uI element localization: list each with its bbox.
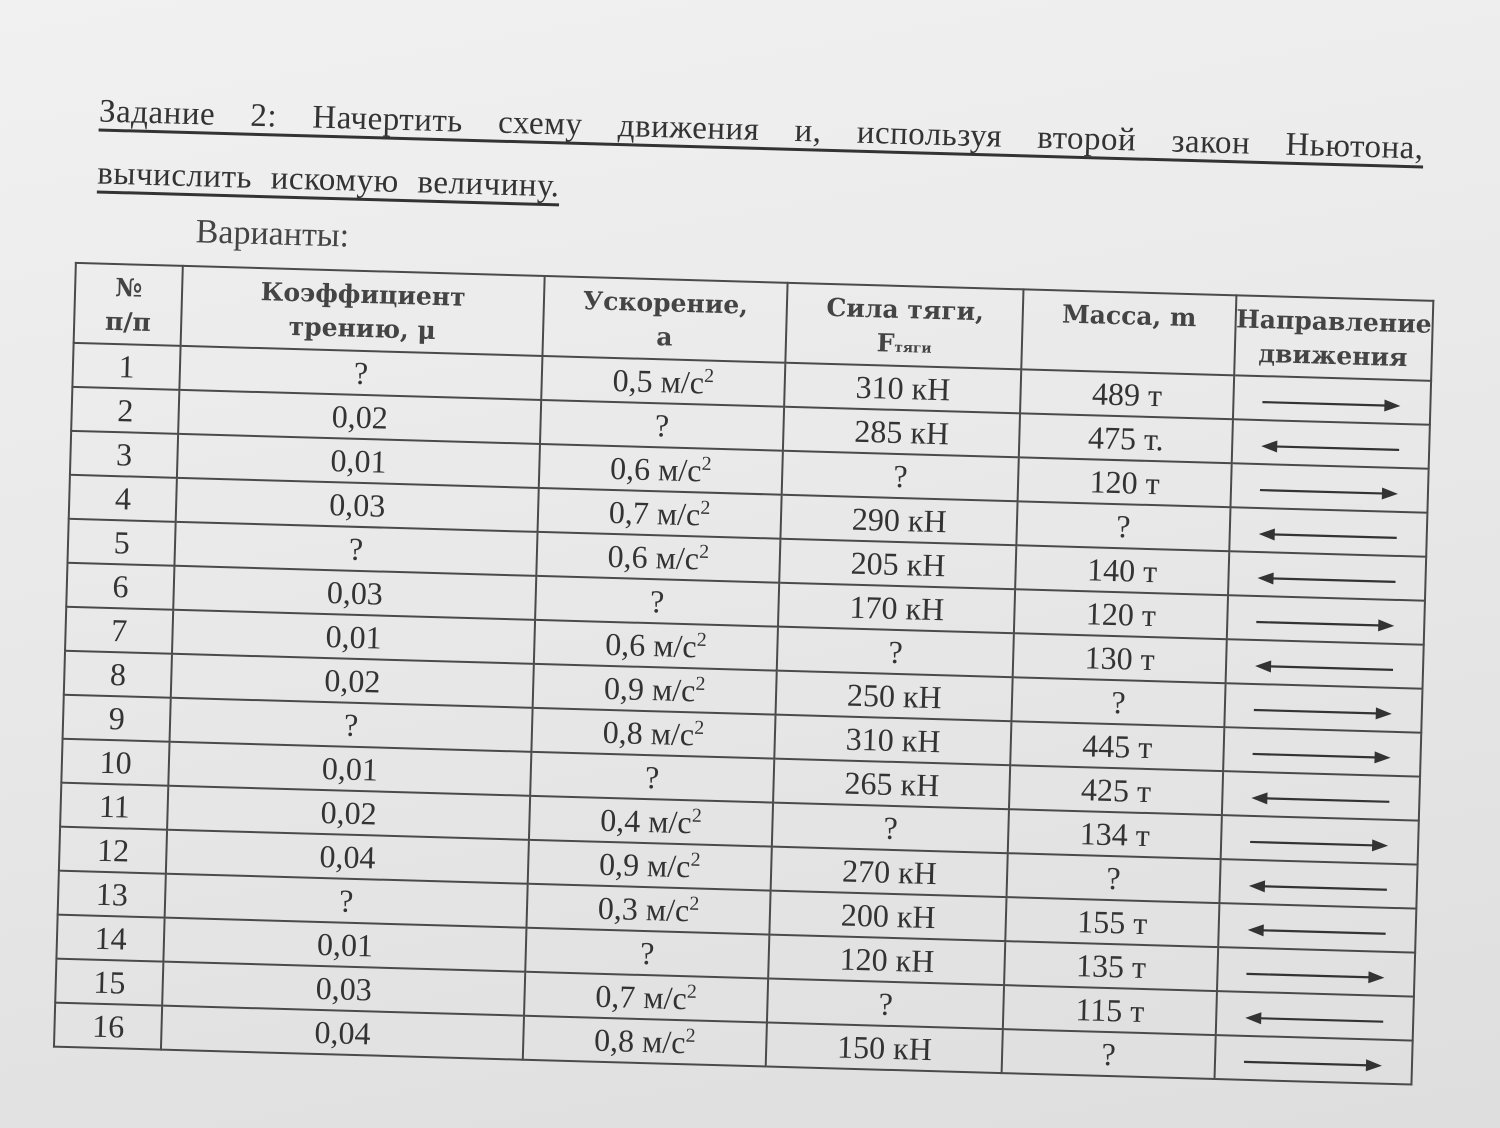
- cell-mass: [1007, 853, 1220, 903]
- arrow-left-icon: [1259, 437, 1401, 459]
- cell-friction-value: 0,04: [314, 1013, 372, 1052]
- cell-mass-value: 155 т: [1076, 903, 1148, 942]
- cell-direction: [1230, 463, 1429, 512]
- cell-acceleration: [539, 444, 783, 495]
- cell-thrust: [777, 627, 1014, 678]
- cell-acceleration: [541, 356, 785, 407]
- cell-mass: [1014, 589, 1227, 639]
- cell-thrust: [778, 583, 1015, 634]
- cell-direction: [1225, 639, 1424, 688]
- cell-number: [69, 475, 178, 522]
- cell-acceleration-value: ?: [644, 759, 660, 796]
- cell-mass-value: 134 т: [1079, 815, 1151, 854]
- arrow-left-icon: [1243, 1008, 1385, 1030]
- cell-acceleration: [524, 972, 768, 1023]
- cell-mass-value: 130 т: [1084, 639, 1156, 678]
- arrow-left-icon: [1256, 569, 1398, 591]
- header-thrust-line2: [786, 324, 1021, 369]
- cell-acceleration: [525, 928, 769, 979]
- cell-friction-value: 0,01: [330, 442, 388, 480]
- cell-friction-value: 0,01: [325, 618, 383, 656]
- cell-friction-value: ?: [343, 706, 359, 743]
- header-friction: [181, 266, 545, 356]
- header-acceleration-line2: а: [656, 322, 674, 352]
- header-thrust-line1: Сила тяги,: [826, 292, 985, 327]
- cell-thrust-value: 150 кН: [836, 1028, 933, 1068]
- cell-number: [71, 387, 180, 434]
- cell-acceleration-value: ?: [639, 934, 655, 972]
- cell-acceleration-value: ?: [654, 407, 670, 444]
- cell-thrust: [771, 847, 1008, 898]
- header-friction-line1: Коэффициент: [260, 277, 467, 312]
- cell-thrust: [784, 363, 1021, 414]
- cell-thrust: [781, 495, 1018, 546]
- cell-number: [60, 783, 169, 830]
- cell-acceleration: [526, 884, 770, 935]
- cell-friction-value: 0,03: [326, 574, 384, 612]
- cell-mass-value: 445 т: [1081, 727, 1153, 766]
- acceleration-exponent: 2: [686, 980, 698, 1003]
- cell-mass: [1013, 633, 1226, 683]
- cell-direction: [1228, 551, 1427, 600]
- arrow-left-icon: [1246, 921, 1388, 943]
- cell-friction-value: 0,02: [331, 398, 389, 436]
- cell-thrust: [783, 407, 1020, 458]
- cell-thrust: [768, 935, 1005, 986]
- arrow-left-icon: [1249, 789, 1391, 811]
- cell-number-value: 13: [95, 875, 129, 913]
- cell-acceleration: [528, 840, 772, 891]
- header-mass: [1022, 289, 1236, 375]
- header-direction-line1: Направление: [1235, 304, 1433, 339]
- cell-number: [65, 607, 174, 654]
- acceleration-exponent: 2: [703, 364, 715, 388]
- arrow-right-icon: [1260, 393, 1402, 415]
- arrow-left-icon: [1257, 525, 1399, 547]
- cell-mass-value: ?: [1105, 859, 1122, 897]
- cell-number-value: 9: [108, 700, 126, 737]
- cell-number-value: 1: [118, 348, 136, 385]
- cell-thrust-value: 270 кН: [841, 852, 938, 892]
- cell-number-value: 6: [112, 568, 130, 605]
- cell-friction-value: 0,01: [321, 749, 379, 788]
- cell-mass-value: 425 т: [1080, 771, 1152, 810]
- cell-mass-value: ?: [1115, 508, 1131, 545]
- cell-thrust-value: 310 кН: [845, 720, 941, 760]
- cell-acceleration: [535, 576, 779, 627]
- table-body: [54, 343, 1431, 1085]
- cell-direction: [1226, 595, 1425, 644]
- header-direction-line2: движения: [1258, 338, 1408, 373]
- cell-thrust: [767, 979, 1004, 1030]
- cell-number: [67, 519, 176, 566]
- cell-thrust-value: ?: [883, 809, 899, 847]
- cell-acceleration-value: 0,9 м/с: [598, 845, 691, 885]
- acceleration-exponent: 2: [700, 496, 711, 520]
- cell-number-value: 12: [96, 831, 130, 869]
- cell-thrust-value: 205 кН: [850, 544, 946, 584]
- header-thrust: [785, 283, 1024, 370]
- acceleration-exponent: 2: [689, 892, 700, 915]
- cell-thrust-value: ?: [888, 633, 904, 671]
- variants-label: Варианты:: [195, 213, 350, 255]
- cell-number-value: 3: [115, 436, 133, 473]
- cell-acceleration-value: 0,4 м/с: [599, 801, 693, 841]
- cell-mass-value: ?: [1101, 1035, 1117, 1073]
- cell-number: [61, 739, 170, 786]
- cell-friction: [161, 1006, 524, 1060]
- cell-direction: [1221, 771, 1420, 820]
- cell-acceleration-value: 0,5 м/с: [612, 361, 705, 401]
- cell-direction: [1218, 903, 1417, 952]
- cell-mass-value: 115 т: [1074, 991, 1145, 1030]
- cell-acceleration-value: 0,3 м/с: [597, 889, 690, 929]
- acceleration-exponent: 2: [701, 452, 712, 476]
- cell-mass-value: 120 т: [1085, 595, 1157, 634]
- cell-mass-value: 140 т: [1086, 551, 1158, 590]
- cell-thrust-value: ?: [878, 985, 894, 1023]
- cell-number: [72, 343, 181, 390]
- header-thrust-symbol: F: [876, 328, 895, 358]
- cell-thrust-value: 265 кН: [844, 764, 940, 804]
- cell-thrust-value: 290 кН: [851, 500, 948, 540]
- arrow-right-icon: [1252, 701, 1394, 723]
- cell-number-value: 15: [92, 963, 126, 1001]
- cell-friction-value: 0,04: [319, 837, 376, 876]
- cell-direction: [1215, 991, 1414, 1040]
- cell-number: [56, 915, 165, 962]
- cell-mass: [1019, 413, 1232, 463]
- cell-mass-value: 120 т: [1089, 463, 1161, 502]
- cell-acceleration-value: 0,6 м/с: [604, 625, 698, 665]
- header-mass-label: Масса, m: [1061, 299, 1197, 333]
- cell-mass: [1005, 941, 1218, 991]
- cell-friction-value: 0,03: [315, 969, 373, 1008]
- acceleration-exponent: 2: [698, 540, 710, 564]
- cell-thrust: [774, 715, 1011, 766]
- header-friction-line2: трению, μ: [288, 311, 437, 345]
- cell-friction-value: 0,03: [328, 486, 386, 524]
- cell-acceleration: [536, 532, 780, 583]
- cell-thrust-value: 310 кН: [855, 368, 951, 408]
- cell-mass: [1003, 985, 1216, 1035]
- cell-friction-value: ?: [348, 530, 364, 568]
- variants-table: [53, 262, 1434, 1086]
- header-direction: [1234, 295, 1434, 380]
- cell-thrust-value: 250 кН: [846, 676, 943, 716]
- cell-direction: [1224, 683, 1423, 732]
- cell-number: [64, 651, 173, 698]
- cell-direction: [1220, 815, 1419, 864]
- cell-direction: [1232, 375, 1431, 424]
- cell-mass: [1017, 501, 1230, 551]
- arrow-right-icon: [1251, 745, 1393, 767]
- cell-friction-value: ?: [353, 354, 369, 392]
- header-number-line1: №: [114, 273, 143, 303]
- cell-mass-value: 489 т: [1091, 375, 1163, 414]
- cell-number-value: 16: [91, 1007, 125, 1045]
- header-number: [74, 263, 184, 346]
- cell-number-value: 7: [110, 612, 128, 649]
- acceleration-exponent: 2: [695, 672, 706, 695]
- cell-acceleration-value: 0,8 м/с: [593, 1021, 687, 1061]
- cell-number-value: 10: [99, 743, 133, 781]
- document-content: [0, 78, 1469, 1086]
- cell-mass: [1011, 721, 1224, 771]
- cell-thrust: [766, 1023, 1003, 1074]
- cell-number: [55, 959, 164, 1006]
- cell-thrust-value: 120 кН: [839, 940, 935, 980]
- cell-acceleration: [529, 796, 773, 847]
- cell-acceleration: [534, 620, 778, 671]
- cell-mass-value: 135 т: [1075, 947, 1147, 986]
- header-acceleration-line1: Ускорение,: [582, 286, 749, 320]
- cell-direction: [1214, 1035, 1413, 1084]
- acceleration-exponent: 2: [691, 804, 703, 827]
- cell-mass-value: ?: [1110, 684, 1127, 721]
- cell-acceleration-value: 0,6 м/с: [609, 449, 703, 489]
- cell-acceleration: [523, 1016, 767, 1067]
- task-statement: Задание 2: Начертить схему движения и, используя второй закон Ньютона, вычислить искомую величину.: [96, 93, 1425, 205]
- cell-direction: [1229, 507, 1428, 556]
- cell-number: [54, 1003, 163, 1050]
- cell-friction-value: 0,02: [323, 662, 381, 700]
- arrow-right-icon: [1248, 833, 1390, 855]
- header-number-line2: п/п: [104, 306, 152, 338]
- arrow-right-icon: [1258, 481, 1400, 503]
- cell-thrust: [772, 803, 1009, 854]
- cell-number-value: 11: [98, 787, 131, 825]
- cell-thrust: [773, 759, 1010, 810]
- cell-direction: [1219, 859, 1418, 908]
- arrow-right-icon: [1244, 964, 1386, 986]
- cell-mass: [1016, 545, 1229, 595]
- cell-friction-value: 0,02: [320, 793, 378, 832]
- cell-thrust-value: 200 кН: [840, 896, 937, 936]
- cell-acceleration-value: 0,7 м/с: [594, 977, 688, 1017]
- cell-number-value: 2: [116, 392, 134, 429]
- header-thrust-subscript: тяги: [894, 339, 932, 357]
- cell-mass: [1020, 369, 1233, 419]
- acceleration-exponent: 2: [696, 628, 707, 652]
- cell-friction-value: ?: [338, 882, 354, 919]
- cell-thrust-value: ?: [892, 457, 909, 495]
- cell-thrust: [769, 891, 1006, 942]
- cell-thrust: [779, 539, 1016, 590]
- cell-number: [58, 871, 167, 918]
- cell-mass-value: 475 т.: [1087, 419, 1165, 458]
- cell-acceleration: [540, 400, 784, 451]
- cell-acceleration-value: 0,6 м/с: [607, 537, 700, 577]
- acceleration-exponent: 2: [690, 848, 701, 871]
- arrow-right-icon: [1254, 613, 1396, 635]
- arrow-right-icon: [1242, 1052, 1384, 1074]
- cell-mass: [1012, 677, 1225, 727]
- cell-mass: [1018, 457, 1231, 507]
- cell-acceleration: [532, 664, 776, 715]
- cell-number-value: 14: [94, 919, 128, 957]
- cell-number-value: 8: [109, 656, 127, 693]
- cell-direction: [1223, 727, 1422, 776]
- cell-thrust: [782, 451, 1019, 502]
- cell-mass: [1008, 809, 1221, 859]
- cell-acceleration: [531, 708, 775, 759]
- acceleration-exponent: 2: [685, 1024, 696, 1047]
- cell-number-value: 5: [113, 524, 131, 561]
- cell-thrust-value: 285 кН: [853, 412, 950, 452]
- cell-number: [70, 431, 179, 478]
- cell-thrust: [776, 671, 1013, 722]
- arrow-left-icon: [1247, 877, 1389, 899]
- cell-acceleration: [530, 752, 774, 803]
- cell-acceleration-value: ?: [649, 583, 665, 620]
- cell-mass: [1002, 1029, 1215, 1079]
- acceleration-exponent: 2: [694, 716, 705, 739]
- cell-acceleration: [537, 488, 781, 539]
- cell-mass: [1009, 765, 1222, 815]
- cell-direction: [1216, 947, 1415, 996]
- cell-friction-value: 0,01: [316, 925, 374, 964]
- cell-acceleration-value: 0,9 м/с: [603, 669, 696, 709]
- arrow-left-icon: [1253, 657, 1395, 679]
- cell-number: [59, 827, 168, 874]
- cell-direction: [1231, 419, 1430, 468]
- cell-thrust-value: 170 кН: [849, 588, 945, 628]
- cell-mass: [1006, 897, 1219, 947]
- cell-acceleration-value: 0,7 м/с: [608, 493, 701, 533]
- cell-number: [63, 695, 172, 742]
- cell-number-value: 4: [114, 480, 132, 517]
- cell-acceleration-value: 0,8 м/с: [602, 713, 695, 753]
- cell-number: [66, 563, 175, 610]
- header-acceleration: [542, 276, 787, 363]
